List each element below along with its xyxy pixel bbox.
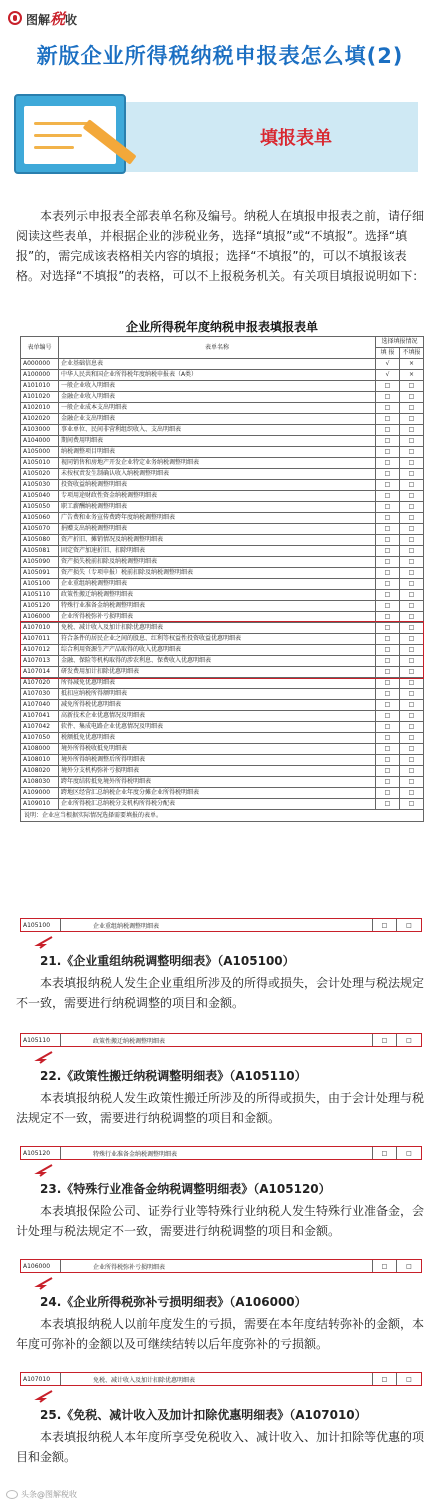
cell-skip-choice[interactable]: □ — [399, 777, 423, 788]
cell-skip-choice[interactable]: □ — [399, 568, 423, 579]
cell-skip-choice[interactable]: × — [399, 370, 423, 381]
cell-code: A100000 — [21, 370, 59, 381]
table-row — [21, 700, 424, 711]
table-row — [21, 403, 424, 414]
strip-name: 政策性搬迁纳税调整明细表 — [61, 1034, 373, 1046]
cell-name: 软件、集成电路企业优惠情况及明细表 — [58, 722, 375, 733]
logo-icon — [8, 11, 22, 25]
cell-name: 金融企业支出明细表 — [58, 414, 375, 425]
cell-fill-choice[interactable]: √ — [376, 359, 400, 370]
cell-name: 综合利用资源生产产品取得的收入优惠明细表 — [58, 645, 375, 656]
cell-skip-choice[interactable]: □ — [399, 513, 423, 524]
intro-paragraph: 本表列示申报表全部表单名称及编号。纳税人在填报申报表之前，请仔细阅读这些表单，并根据企业的涉税业务，选择“填报”或“不填报”。选择“填报”的，需完成该表格相关内容的填报；选择“不填报”的，可以不填报该表格。对选择“不填报”的表格，可以不上报税务机关。有关项目填报说明如下： — [16, 209, 425, 283]
cell-code: A107011 — [21, 634, 59, 645]
table-row — [21, 711, 424, 722]
cell-fill-choice[interactable]: □ — [376, 788, 400, 799]
cell-code: A107040 — [21, 700, 59, 711]
header-no: 不填报 — [399, 348, 423, 359]
cell-code: A105010 — [21, 458, 59, 469]
logo-text: 图解税收 — [26, 9, 78, 28]
cell-fill-choice[interactable]: □ — [376, 381, 400, 392]
cell-code: A105080 — [21, 535, 59, 546]
table-row — [21, 436, 424, 447]
section-heading: 21.《企业重组纳税调整明细表》（A105100） — [40, 954, 295, 968]
cell-code: A105060 — [21, 513, 59, 524]
cell-name: 专项用途财政性资金纳税调整明细表 — [58, 491, 375, 502]
page-title: 新版企业所得税纳税申报表怎么填(2) — [36, 44, 404, 68]
footer — [6, 1489, 77, 1500]
cell-name: 一般企业收入明细表 — [58, 381, 375, 392]
highlighted-form-row — [20, 1259, 422, 1273]
cell-code: A101010 — [21, 381, 59, 392]
cell-name: 中华人民共和国企业所得税年度纳税申报表（A类） — [58, 370, 375, 381]
cell-skip-choice[interactable]: □ — [399, 458, 423, 469]
cell-fill-choice[interactable]: □ — [376, 447, 400, 458]
cell-skip-choice[interactable]: □ — [399, 392, 423, 403]
cell-code: A107014 — [21, 667, 59, 678]
cell-name: 金融企业收入明细表 — [58, 392, 375, 403]
table-row — [21, 678, 424, 689]
cell-skip-choice[interactable]: □ — [399, 403, 423, 414]
pointer-arrow-icon — [34, 1050, 54, 1064]
cell-fill-choice[interactable]: □ — [376, 425, 400, 436]
section-body: 本表填报保险公司、证券行业等特殊行业纳税人发生特殊行业准备金，会计处理与税法规定不一致，需要进行纳税调整的项目和金额。 — [16, 1204, 425, 1238]
cell-skip-choice[interactable]: □ — [399, 436, 423, 447]
table-row — [21, 447, 424, 458]
table-title: 企业所得税年度纳税申报表填报表单 — [125, 320, 318, 334]
brand-logo — [8, 8, 77, 28]
table-row — [21, 590, 424, 601]
cell-skip-choice[interactable]: □ — [399, 667, 423, 678]
strip-fill-choice[interactable]: □ — [373, 1147, 397, 1159]
cell-name: 政策性搬迁纳税调整明细表 — [58, 590, 375, 601]
cell-fill-choice[interactable]: □ — [376, 469, 400, 480]
cell-skip-choice[interactable]: □ — [399, 425, 423, 436]
table-row — [21, 645, 424, 656]
cell-skip-choice[interactable]: □ — [399, 469, 423, 480]
table-row — [21, 469, 424, 480]
cell-name: 职工薪酬纳税调整明细表 — [58, 502, 375, 513]
table-row — [21, 601, 424, 612]
cell-code: A107012 — [21, 645, 59, 656]
cell-code: A108030 — [21, 777, 59, 788]
cell-name: 一般企业成本支出明细表 — [58, 403, 375, 414]
cell-name: 广告费和业务宣传费跨年度纳税调整明细表 — [58, 513, 375, 524]
table-row — [21, 667, 424, 678]
table-row — [21, 480, 424, 491]
strip-code: A105110 — [21, 1034, 61, 1046]
cell-skip-choice[interactable]: □ — [399, 700, 423, 711]
cell-fill-choice[interactable]: □ — [376, 645, 400, 656]
cell-skip-choice[interactable]: □ — [399, 799, 423, 810]
cell-fill-choice[interactable]: □ — [376, 524, 400, 535]
cell-skip-choice[interactable]: □ — [399, 381, 423, 392]
cell-fill-choice[interactable]: √ — [376, 370, 400, 381]
cell-skip-choice[interactable]: □ — [399, 656, 423, 667]
cell-name: 企业重组纳税调整明细表 — [58, 579, 375, 590]
section-body: 本表填报纳税人发生企业重组所涉及的所得或损失，会计处理与税法规定不一致，需要进行纳税调整的项目和金额。 — [16, 976, 425, 1010]
cell-fill-choice[interactable]: □ — [376, 733, 400, 744]
cell-code: A109000 — [21, 788, 59, 799]
cell-code: A105070 — [21, 524, 59, 535]
strip-fill-choice[interactable]: □ — [373, 1373, 397, 1385]
cell-skip-choice[interactable]: □ — [399, 579, 423, 590]
cell-name: 免税、减计收入及加计扣除优惠明细表 — [58, 623, 375, 634]
header-yes: 填 报 — [376, 348, 400, 359]
strip-name: 特殊行业准备金纳税调整明细表 — [61, 1147, 373, 1159]
table-row — [21, 568, 424, 579]
table-row — [21, 491, 424, 502]
cell-name: 企业所得税汇总纳税分支机构所得税分配表 — [58, 799, 375, 810]
strip-fill-choice[interactable]: □ — [373, 1260, 397, 1272]
strip-code: A107010 — [21, 1373, 61, 1385]
cell-skip-choice[interactable]: □ — [399, 766, 423, 777]
table-row — [21, 777, 424, 788]
cell-code: A105110 — [21, 590, 59, 601]
table-row — [21, 359, 424, 370]
section-heading: 22.《政策性搬迁纳税调整明细表》（A105110） — [40, 1069, 307, 1083]
cell-skip-choice[interactable]: □ — [399, 645, 423, 656]
cell-code: A108010 — [21, 755, 59, 766]
table — [20, 336, 424, 810]
cell-name: 企业所得税弥补亏损明细表 — [58, 612, 375, 623]
cell-code: A107042 — [21, 722, 59, 733]
cell-fill-choice[interactable]: □ — [376, 799, 400, 810]
table-row — [21, 557, 424, 568]
cell-fill-choice[interactable]: □ — [376, 590, 400, 601]
highlighted-form-row — [20, 1372, 422, 1386]
cell-fill-choice[interactable]: □ — [376, 722, 400, 733]
section-body: 本表填报纳税人以前年度发生的亏损，需要在本年度结转弥补的金额，本年度可弥补的金额以及可继续结转以后年度弥补的亏损额。 — [16, 1317, 425, 1351]
table-row — [21, 425, 424, 436]
cell-fill-choice[interactable]: □ — [376, 623, 400, 634]
cell-name: 资产损失（专项申报）税前扣除及纳税调整明细表 — [58, 568, 375, 579]
section-body: 本表填报纳税人发生政策性搬迁所涉及的所得或损失，由于会计处理与税法规定不一致，需要进行纳税调整的项目和金额。 — [16, 1091, 425, 1125]
cell-skip-choice[interactable]: □ — [399, 535, 423, 546]
table-row — [21, 623, 424, 634]
form-list-table — [20, 318, 424, 822]
table-row — [21, 766, 424, 777]
cell-fill-choice[interactable]: □ — [376, 711, 400, 722]
cell-skip-choice[interactable]: □ — [399, 689, 423, 700]
table-row — [21, 502, 424, 513]
strip-skip-choice[interactable]: □ — [406, 1149, 412, 1157]
cell-code: A105020 — [21, 469, 59, 480]
cell-fill-choice[interactable]: □ — [376, 634, 400, 645]
cell-skip-choice[interactable]: □ — [399, 678, 423, 689]
cell-skip-choice[interactable]: □ — [399, 634, 423, 645]
cell-fill-choice[interactable]: □ — [376, 392, 400, 403]
table-row — [21, 722, 424, 733]
header-code: 表单编号 — [21, 337, 59, 359]
header-choice: 选择填报情况 — [376, 337, 424, 348]
cell-name: 企业基础信息表 — [58, 359, 375, 370]
cell-fill-choice[interactable]: □ — [376, 766, 400, 777]
cell-fill-choice[interactable]: □ — [376, 414, 400, 425]
strip-skip-choice[interactable]: □ — [406, 921, 412, 929]
cell-code: A102010 — [21, 403, 59, 414]
cell-name: 金融、保险等机构取得的涉农利息、保费收入优惠明细表 — [58, 656, 375, 667]
cell-fill-choice[interactable]: □ — [376, 689, 400, 700]
cell-code: A109010 — [21, 799, 59, 810]
cell-name: 研发费用加计扣除优惠明细表 — [58, 667, 375, 678]
cell-fill-choice[interactable]: □ — [376, 667, 400, 678]
cell-fill-choice[interactable]: □ — [376, 458, 400, 469]
cell-code: A107050 — [21, 733, 59, 744]
notebook-icon — [14, 94, 126, 174]
table-row — [21, 788, 424, 799]
highlighted-form-row — [20, 1146, 422, 1160]
banner-label: 填报表单 — [260, 128, 332, 149]
cell-name: 期间费用明细表 — [58, 436, 375, 447]
table-row — [21, 799, 424, 810]
cell-skip-choice[interactable]: □ — [399, 744, 423, 755]
cell-name: 所得减免优惠明细表 — [58, 678, 375, 689]
cell-fill-choice[interactable]: □ — [376, 546, 400, 557]
cell-skip-choice[interactable]: □ — [399, 491, 423, 502]
cell-name: 纳税调整项目明细表 — [58, 447, 375, 458]
cell-skip-choice[interactable]: □ — [399, 502, 423, 513]
cell-code: A107030 — [21, 689, 59, 700]
cell-fill-choice[interactable]: □ — [376, 777, 400, 788]
pointer-arrow-icon — [34, 1389, 54, 1403]
table-row — [21, 370, 424, 381]
cell-fill-choice[interactable]: □ — [376, 656, 400, 667]
section-heading: 25.《免税、减计收入及加计扣除优惠明细表》（A107010） — [40, 1408, 367, 1422]
cell-skip-choice[interactable]: □ — [399, 557, 423, 568]
cell-skip-choice[interactable]: □ — [399, 524, 423, 535]
pointer-arrow-icon — [34, 935, 54, 949]
strip-code: A105120 — [21, 1147, 61, 1159]
cell-skip-choice[interactable]: □ — [399, 546, 423, 557]
cell-fill-choice[interactable]: □ — [376, 557, 400, 568]
cell-code: A101020 — [21, 392, 59, 403]
cell-code: A000000 — [21, 359, 59, 370]
cell-fill-choice[interactable]: □ — [376, 678, 400, 689]
table-row — [21, 733, 424, 744]
cell-skip-choice[interactable]: □ — [399, 755, 423, 766]
table-row — [21, 634, 424, 645]
cell-name: 投资收益纳税调整明细表 — [58, 480, 375, 491]
table-row — [21, 381, 424, 392]
strip-code: A106000 — [21, 1260, 61, 1272]
cell-name: 境外所得税收抵免明细表 — [58, 744, 375, 755]
cell-code: A108020 — [21, 766, 59, 777]
cell-name: 未按权责发生制确认收入纳税调整明细表 — [58, 469, 375, 480]
cell-skip-choice[interactable]: □ — [399, 722, 423, 733]
cell-name: 减免所得税优惠明细表 — [58, 700, 375, 711]
cell-code: A107010 — [21, 623, 59, 634]
strip-skip-choice[interactable]: □ — [406, 1036, 412, 1044]
notebook-line — [34, 146, 74, 149]
cell-fill-choice[interactable]: □ — [376, 744, 400, 755]
cell-code: A105040 — [21, 491, 59, 502]
cell-name: 跨年度结转抵免境外所得税明细表 — [58, 777, 375, 788]
cell-name: 跨地区经营汇总纳税企业年度分摊企业所得税明细表 — [58, 788, 375, 799]
cell-skip-choice[interactable]: □ — [399, 788, 423, 799]
cell-fill-choice[interactable]: □ — [376, 601, 400, 612]
cell-skip-choice[interactable]: □ — [399, 623, 423, 634]
footer-text: 头条@图解税收 — [21, 1490, 77, 1499]
table-row — [21, 546, 424, 557]
table-row — [21, 579, 424, 590]
table-row — [21, 513, 424, 524]
pointer-arrow-icon — [34, 1276, 54, 1290]
cell-fill-choice[interactable]: □ — [376, 579, 400, 590]
strip-skip-choice[interactable]: □ — [406, 1262, 412, 1270]
strip-fill-choice[interactable]: □ — [373, 1034, 397, 1046]
highlighted-form-row — [20, 918, 422, 932]
cell-fill-choice[interactable]: □ — [376, 755, 400, 766]
cell-code: A108000 — [21, 744, 59, 755]
cell-name: 捐赠支出纳税调整明细表 — [58, 524, 375, 535]
header-name: 表单名称 — [58, 337, 375, 359]
cell-skip-choice[interactable]: □ — [399, 612, 423, 623]
cell-skip-choice[interactable]: □ — [399, 733, 423, 744]
cell-skip-choice[interactable]: □ — [399, 711, 423, 722]
cell-fill-choice[interactable]: □ — [376, 436, 400, 447]
notebook-line — [34, 134, 82, 137]
cell-name: 事业单位、民间非营利组织收入、支出明细表 — [58, 425, 375, 436]
cell-code: A105120 — [21, 601, 59, 612]
cell-fill-choice[interactable]: □ — [376, 502, 400, 513]
cell-fill-choice[interactable]: □ — [376, 568, 400, 579]
strip-name: 企业重组纳税调整明细表 — [61, 919, 373, 931]
cell-fill-choice[interactable]: □ — [376, 480, 400, 491]
table-row — [21, 524, 424, 535]
cell-code: A107020 — [21, 678, 59, 689]
strip-name: 免税、减计收入及加计扣除优惠明细表 — [61, 1373, 373, 1385]
cell-name: 高新技术企业优惠情况及明细表 — [58, 711, 375, 722]
cell-code: A104000 — [21, 436, 59, 447]
cell-code: A105100 — [21, 579, 59, 590]
cell-fill-choice[interactable]: □ — [376, 535, 400, 546]
notebook-line — [34, 122, 90, 125]
table-note: 说明：企业应当根据实际情况选择需要填报的表单。 — [20, 810, 424, 822]
cell-name: 特殊行业准备金纳税调整明细表 — [58, 601, 375, 612]
cell-code: A105030 — [21, 480, 59, 491]
table-row — [21, 656, 424, 667]
banner — [0, 82, 440, 192]
cell-code: A105091 — [21, 568, 59, 579]
cell-skip-choice[interactable]: □ — [399, 601, 423, 612]
cell-name: 税额抵免优惠明细表 — [58, 733, 375, 744]
cell-code: A103000 — [21, 425, 59, 436]
strip-skip-choice[interactable]: □ — [406, 1375, 412, 1383]
strip-fill-choice[interactable]: □ — [373, 919, 397, 931]
cell-code: A105081 — [21, 546, 59, 557]
cell-skip-choice[interactable]: □ — [399, 590, 423, 601]
pointer-arrow-icon — [34, 1163, 54, 1177]
cell-code: A105050 — [21, 502, 59, 513]
table-row — [21, 744, 424, 755]
highlighted-form-row — [20, 1033, 422, 1047]
table-row — [21, 612, 424, 623]
table-row — [21, 689, 424, 700]
section-body: 本表填报纳税人本年度所享受免税收入、减计收入、加计扣除等优惠的项目和金额。 — [16, 1430, 425, 1464]
table-row — [21, 414, 424, 425]
cell-fill-choice[interactable]: □ — [376, 491, 400, 502]
cell-skip-choice[interactable]: × — [399, 359, 423, 370]
cell-name: 视同销售和房地产开发企业特定业务纳税调整明细表 — [58, 458, 375, 469]
table-row — [21, 535, 424, 546]
cell-name: 资产折旧、摊销情况及纳税调整明细表 — [58, 535, 375, 546]
cell-fill-choice[interactable]: □ — [376, 513, 400, 524]
cell-name: 境外所得纳税调整后所得明细表 — [58, 755, 375, 766]
strip-name: 企业所得税弥补亏损明细表 — [61, 1260, 373, 1272]
cell-code: A107013 — [21, 656, 59, 667]
cell-skip-choice[interactable]: □ — [399, 414, 423, 425]
cell-code: A106000 — [21, 612, 59, 623]
table-row — [21, 458, 424, 469]
cell-fill-choice[interactable]: □ — [376, 612, 400, 623]
cell-skip-choice[interactable]: □ — [399, 480, 423, 491]
table-row — [21, 392, 424, 403]
cell-name: 固定资产加速折旧、扣除明细表 — [58, 546, 375, 557]
section-heading: 24.《企业所得税弥补亏损明细表》（A106000） — [40, 1295, 307, 1309]
cell-name: 境外分支机构弥补亏损明细表 — [58, 766, 375, 777]
cell-name: 符合条件的居民企业之间的股息、红利等权益性投资收益优惠明细表 — [58, 634, 375, 645]
cell-fill-choice[interactable]: □ — [376, 403, 400, 414]
cell-code: A105000 — [21, 447, 59, 458]
table-row — [21, 755, 424, 766]
cell-code: A105090 — [21, 557, 59, 568]
cell-code: A102020 — [21, 414, 59, 425]
cell-fill-choice[interactable]: □ — [376, 700, 400, 711]
cell-name: 抵扣应纳税所得额明细表 — [58, 689, 375, 700]
cell-code: A107041 — [21, 711, 59, 722]
strip-code: A105100 — [21, 919, 61, 931]
section-heading: 23.《特殊行业准备金纳税调整明细表》（A105120） — [40, 1182, 331, 1196]
cell-skip-choice[interactable]: □ — [399, 447, 423, 458]
weibo-icon — [6, 1490, 18, 1499]
cell-name: 资产损失税前扣除及纳税调整明细表 — [58, 557, 375, 568]
